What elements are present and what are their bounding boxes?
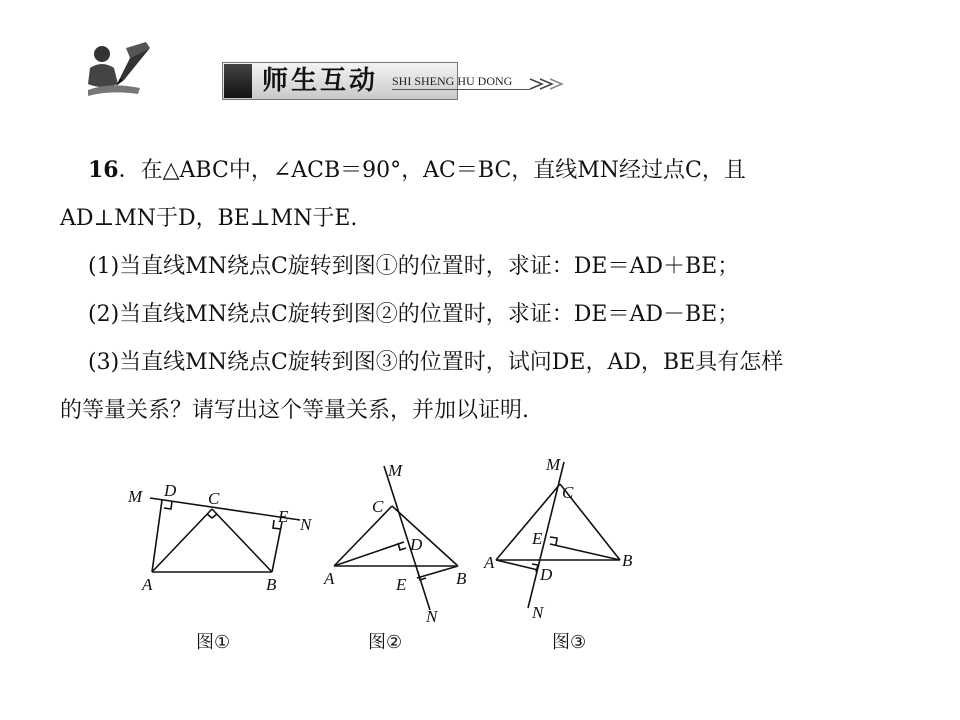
question-2: (2)当直线MN绕点C旋转到图②的位置时，求证：DE＝AD－BE； [88,302,740,327]
fig1-label-a: A [142,575,153,594]
figures [120,450,680,653]
fig2-label-n: N [426,607,438,626]
question-3: (3)当直线MN绕点C旋转到图③的位置时，试问DE，AD，BE具有怎样 [88,350,784,375]
banner-underline [392,89,530,90]
fig3-segment-ad [496,560,538,570]
banner-subtitle: SHI SHENG HU DONG [392,74,513,88]
fig2-line-mn [384,466,430,610]
fig3-label-m: M [546,455,561,474]
figure-3-caption: 图③ [552,632,587,653]
figure-3 [496,462,620,608]
fig3-label-c: C [562,483,574,502]
problem-text [60,146,920,435]
fig3-label-d: D [540,565,553,584]
fig1-right-angle-c [207,514,217,518]
figures-svg [120,450,680,650]
student-writing-icon [80,38,158,102]
figure-1-caption: 图① [196,632,231,653]
problem-line-2: AD⊥MN于D，BE⊥MN于E. [60,206,358,231]
problem-statement: ．在△ABC中，∠ACB＝90°，AC＝BC，直线MN经过点C，且 [118,158,746,183]
fig3-label-n: N [532,603,544,622]
fig2-label-e: E [396,575,407,594]
fig1-label-e: E [278,507,289,526]
fig1-segment-ac [152,509,212,572]
question-3-continued: 的等量关系？请写出这个等量关系，并加以证明. [60,398,529,423]
problem-number: 16 [88,157,119,183]
fig1-right-angle-d [164,501,172,509]
fig2-label-m: M [388,461,403,480]
fig1-label-c: C [208,489,220,508]
fig2-label-b: B [456,569,467,588]
fig3-label-e: E [532,529,543,548]
fig1-label-n: N [300,515,312,534]
figure-2-caption: 图② [368,632,403,653]
fig1-segment-ad [152,500,162,572]
fig2-segment-be [417,566,458,578]
problem-line-1 [60,146,920,195]
fig2-label-c: C [372,497,384,516]
fig3-label-b: B [622,551,633,570]
fig1-label-m: M [128,487,143,506]
fig2-label-a: A [324,569,335,588]
question-1: (1)当直线MN绕点C旋转到图①的位置时，求证：DE＝AD＋BE； [88,254,740,279]
figure-3-labels [483,455,633,622]
fig3-label-a: A [484,553,495,572]
fig1-segment-bc [212,509,272,572]
fig1-label-d: D [164,481,177,500]
section-banner [72,36,572,106]
fig2-segment-bc [392,506,458,566]
banner-bar-accent [224,64,252,98]
fig2-label-d: D [410,535,423,554]
fig3-segment-ac [496,484,560,560]
figure-2-labels [323,461,467,626]
banner-title: 师生互动 [262,66,379,96]
fig1-label-b: B [266,575,277,594]
double-chevron-icon [528,78,568,90]
